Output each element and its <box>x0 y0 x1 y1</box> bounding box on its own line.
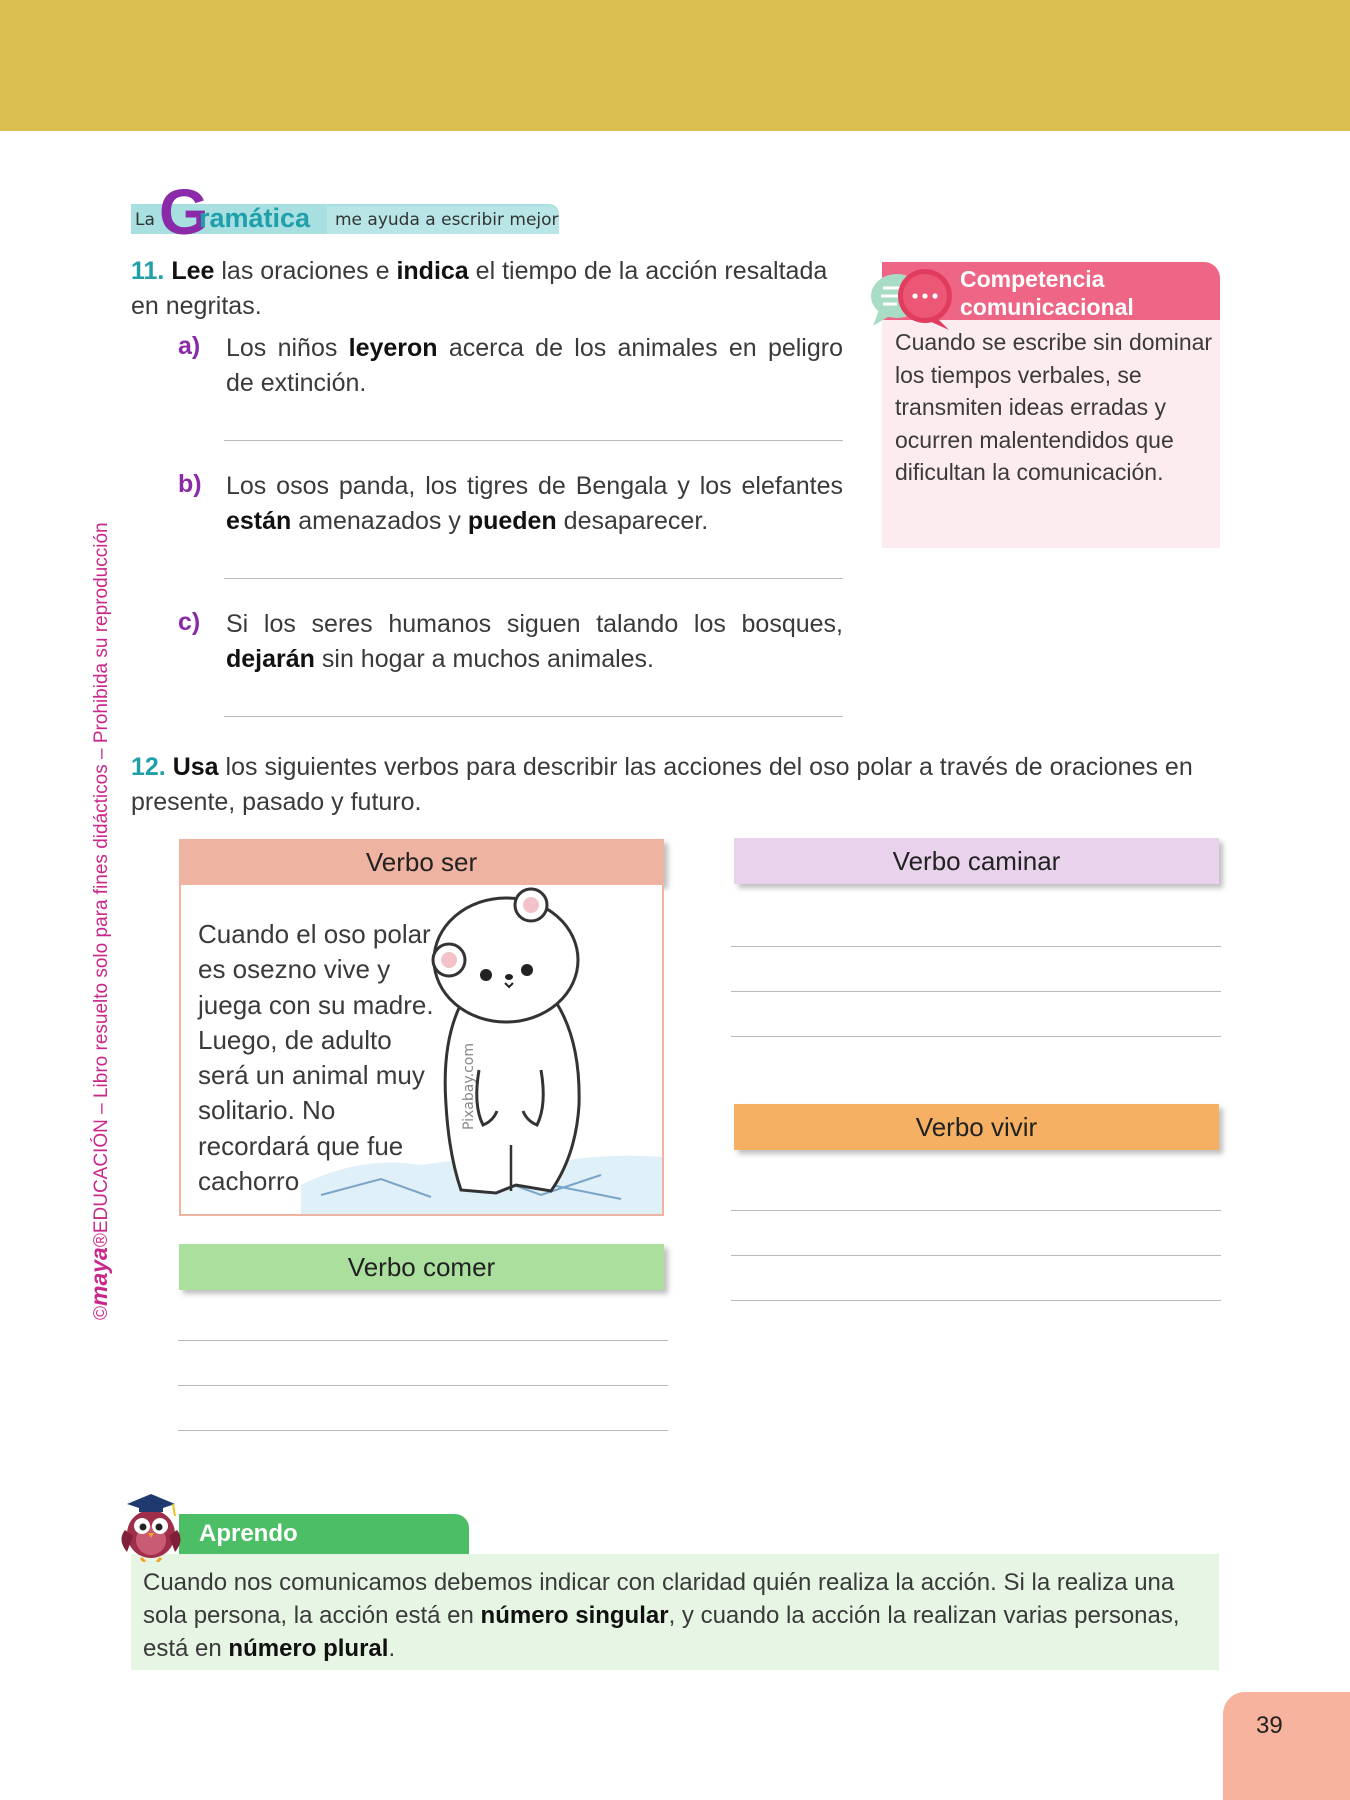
question-11 <box>131 254 843 324</box>
vivir-answer-line-1[interactable] <box>731 1210 1221 1211</box>
header-title: ramática <box>199 203 311 233</box>
page-number-tab <box>1223 1692 1350 1800</box>
top-color-band <box>0 0 1350 131</box>
vivir-answer-line-3[interactable] <box>731 1300 1221 1301</box>
item-c-text: Si los seres humanos siguen talando los bosques, dejarán sin hogar a muchos animales. <box>226 610 843 673</box>
caminar-answer-line-2[interactable] <box>731 991 1221 992</box>
page-number: 39 <box>1256 1712 1283 1739</box>
header-suffix: me ayuda a escribir mejor <box>335 210 559 230</box>
competencia-text: Cuando se escribe sin dominar los tiempos verbales, se transmiten ideas erradas y ocurren malentendidos que dificultan la comunicación. <box>895 329 1213 485</box>
comer-answer-line-3[interactable] <box>178 1430 668 1431</box>
caminar-answer-line-1[interactable] <box>731 946 1221 947</box>
aprendo-title: Aprendo <box>199 1520 298 1547</box>
comer-answer-line-2[interactable] <box>178 1385 668 1386</box>
verbo-comer-label: Verbo comer <box>179 1244 664 1290</box>
header-big-letter: G <box>159 176 209 248</box>
verbo-ser-answer-box <box>179 885 664 1216</box>
competencia-body <box>882 320 1220 548</box>
question-number: 12. <box>131 753 166 781</box>
item-a-text: Los niños leyeron acerca de los animales en peligro de extinción. <box>226 334 843 397</box>
question-number: 11. <box>131 257 165 285</box>
answer-line-a[interactable] <box>224 440 843 441</box>
comer-answer-line-1[interactable] <box>178 1340 668 1341</box>
instruction-verb: indica <box>396 257 469 285</box>
verbo-caminar-label: Verbo caminar <box>734 838 1219 884</box>
aprendo-tab <box>179 1514 469 1556</box>
question-12 <box>131 750 1221 820</box>
instruction-verb: Usa <box>172 753 219 781</box>
vivir-answer-line-2[interactable] <box>731 1255 1221 1256</box>
speech-bubbles-icon <box>869 266 959 336</box>
item-b-text: Los osos panda, los tigres de Bengala y los elefantes están amenazados y pueden desaparecer. <box>226 472 843 535</box>
instruction-text: el tiempo de la acción resaltada en negritas. <box>131 257 828 320</box>
competencia-box <box>882 262 1220 548</box>
caminar-answer-line-3[interactable] <box>731 1036 1221 1037</box>
answer-line-c[interactable] <box>224 716 843 717</box>
grammar-section-header <box>131 176 559 248</box>
item-letter: b) <box>178 470 202 498</box>
aprendo-text: Cuando nos comunicamos debemos indicar con claridad quién realiza la acción. Si la realiza una sola persona, la acción está en número singular, y cuando la acción la realizan varias personas, está en número plural. <box>143 1569 1180 1662</box>
verbo-vivir-label: Verbo vivir <box>734 1104 1219 1150</box>
copyright-side-note: ©maya®EDUCACIÓN – Libro resuelto solo para fines didácticos – Prohibida su reproducción <box>86 522 112 1320</box>
header-prefix: La <box>135 210 155 230</box>
owl-mascot-icon <box>117 1490 185 1562</box>
instruction-text: los siguientes verbos para describir las acciones del oso polar a través de oraciones en presente, pasado y futuro. <box>131 753 1193 816</box>
verbo-ser-label: Verbo ser <box>179 839 664 885</box>
image-credit: Pixabay.com <box>461 1043 477 1130</box>
item-letter: a) <box>178 332 201 360</box>
header-tail <box>327 206 559 234</box>
aprendo-box <box>131 1554 1219 1670</box>
answer-line-b[interactable] <box>224 578 843 579</box>
instruction-text: las oraciones e <box>214 257 397 285</box>
instruction-verb: Lee <box>171 257 215 285</box>
item-letter: c) <box>178 608 201 636</box>
competencia-title: Competencia comunicacional <box>960 266 1134 320</box>
bear-answer-text: Cuando el oso polar es osezno vive y juega con su madre. Luego, de adulto será un animal muy solitario. No recordará que fue cachorro. <box>198 919 434 1197</box>
polar-bear-illustration <box>301 885 664 1216</box>
